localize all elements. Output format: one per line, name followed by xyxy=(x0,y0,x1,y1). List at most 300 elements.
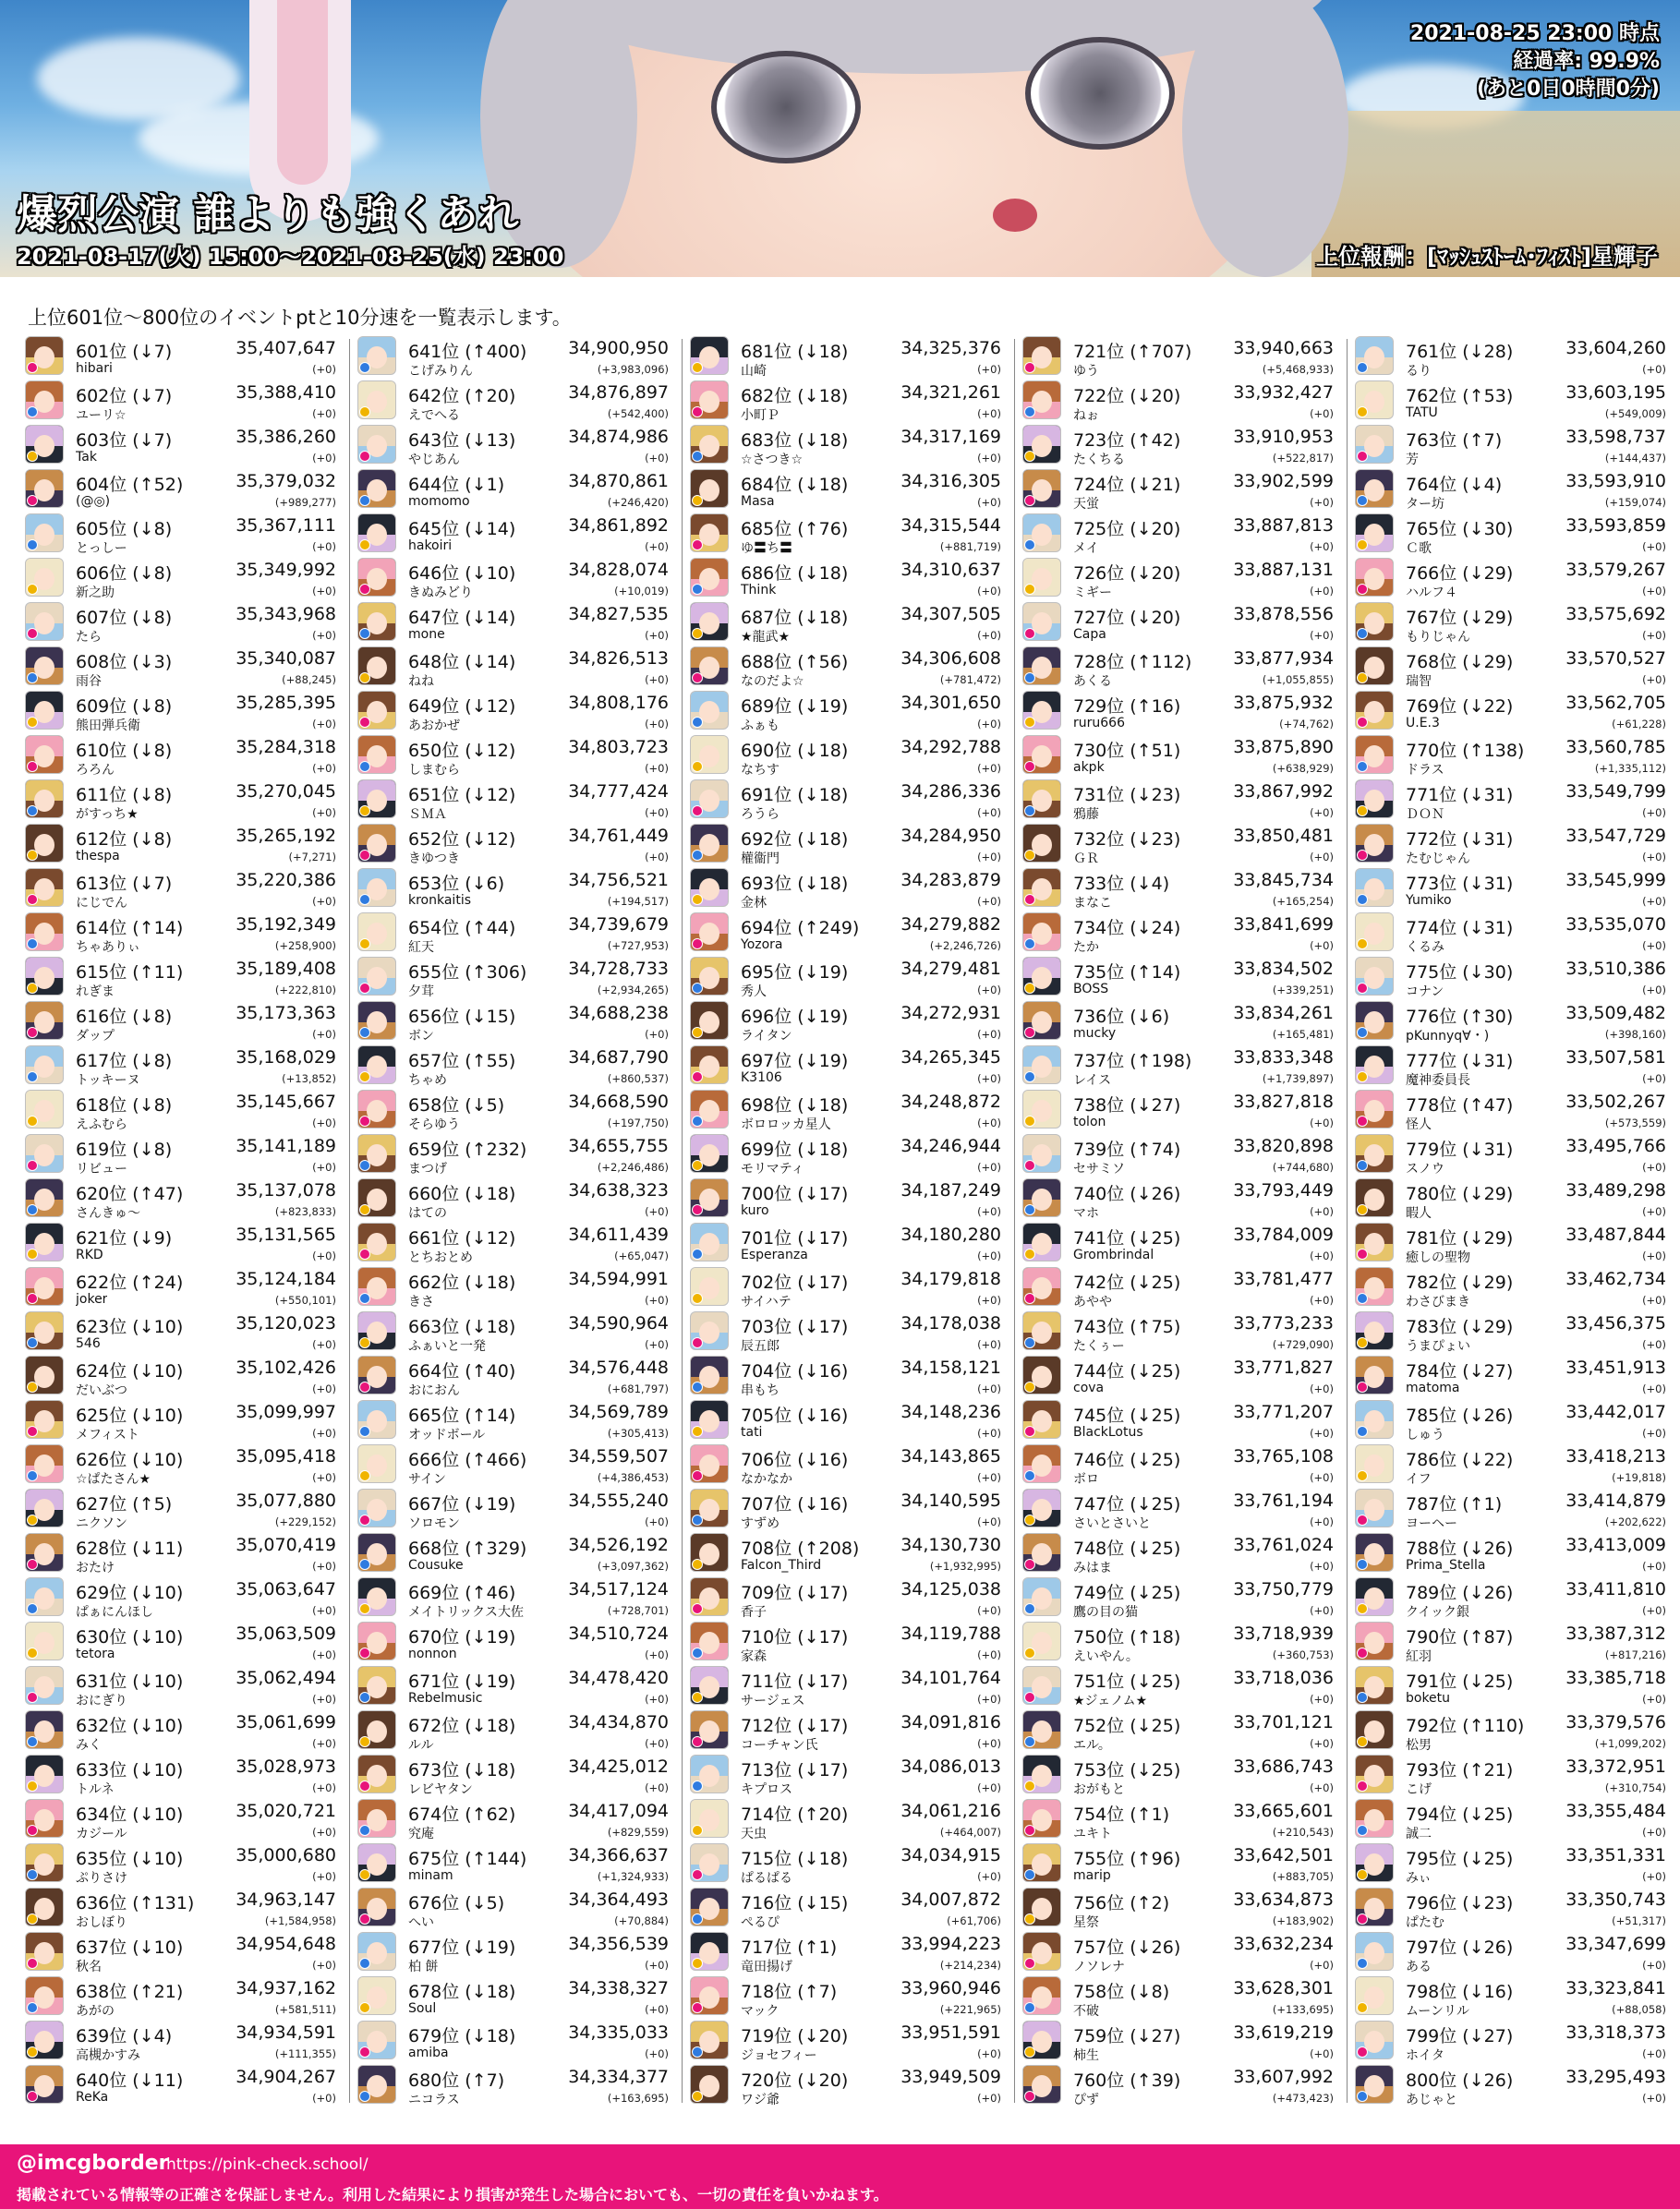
ranking-entry xyxy=(689,513,1007,557)
ranking-entry xyxy=(24,867,342,911)
ten-minute-speed: (+0) xyxy=(645,2047,669,2060)
event-points: 35,063,647 xyxy=(236,1579,336,1599)
producer-name: 鷹の目の猫 xyxy=(1073,1605,1138,1620)
producer-name: ボロ xyxy=(1073,1472,1099,1487)
ten-minute-speed: (+339,251) xyxy=(1272,984,1334,996)
ranking-entry xyxy=(1354,1709,1672,1754)
producer-name: ダップ xyxy=(76,1029,115,1044)
rank-label: 730位 (↑51) xyxy=(1073,741,1181,761)
event-title: 爆烈公演 誰よりも強くあれ xyxy=(17,191,519,238)
producer-name: トッキーヌ xyxy=(76,1073,140,1088)
rank-label: 707位 (↓16) xyxy=(741,1494,849,1515)
rank-label: 639位 (↓4) xyxy=(76,2026,173,2046)
ten-minute-speed: (+522,817) xyxy=(1272,452,1334,465)
rank-label: 677位 (↓19) xyxy=(408,1937,516,1958)
producer-name: ろうら xyxy=(741,807,780,822)
producer-name: ハルフ４ xyxy=(1406,585,1457,600)
ten-minute-speed: (+229,152) xyxy=(274,1515,336,1528)
ten-minute-speed: (+0) xyxy=(1642,851,1666,863)
ten-minute-speed: (+165,481) xyxy=(1272,1028,1334,1041)
producer-name: 暇人 xyxy=(1406,1206,1432,1221)
producer-avatar xyxy=(26,1357,63,1394)
producer-name: もりじゃん xyxy=(1406,630,1470,645)
event-points: 34,611,439 xyxy=(568,1225,669,1245)
ranking-entry xyxy=(689,1931,1007,1975)
event-points: 33,949,509 xyxy=(900,2067,1001,2087)
ranking-entry xyxy=(1021,1399,1339,1443)
producer-avatar xyxy=(1356,1002,1393,1039)
producer-avatar xyxy=(1023,913,1060,950)
producer-avatar xyxy=(1023,1578,1060,1615)
event-points: 33,413,009 xyxy=(1565,1535,1666,1555)
event-points: 33,510,386 xyxy=(1565,959,1666,979)
rank-label: 793位 (↑21) xyxy=(1406,1760,1514,1780)
ranking-entry xyxy=(1354,867,1672,911)
producer-avatar xyxy=(1023,1312,1060,1349)
event-points: 34,279,481 xyxy=(900,959,1001,979)
rank-label: 753位 (↓25) xyxy=(1073,1760,1181,1780)
rank-label: 786位 (↓22) xyxy=(1406,1450,1514,1470)
ten-minute-speed: (+0) xyxy=(312,2092,336,2105)
ranking-entry xyxy=(357,1222,674,1266)
event-period: 2021-08-17(火) 15:00～2021-08-25(水) 23:00 xyxy=(17,244,564,270)
ranking-entry xyxy=(1021,1709,1339,1754)
ranking-entry xyxy=(357,956,674,1000)
producer-name: BlackLotus xyxy=(1073,1425,1143,1440)
ten-minute-speed: (+0) xyxy=(645,806,669,819)
producer-name: 癒しの聖物 xyxy=(1406,1250,1470,1265)
producer-avatar xyxy=(26,1268,63,1305)
ranking-entry xyxy=(689,1621,1007,1665)
producer-name: U.E.3 xyxy=(1406,716,1440,730)
rank-label: 673位 (↓18) xyxy=(408,1760,516,1780)
twitter-handle-link[interactable]: @imcgborder xyxy=(17,2152,169,2175)
producer-avatar xyxy=(26,1844,63,1881)
ranking-entry xyxy=(357,690,674,734)
event-points: 35,145,667 xyxy=(236,1092,336,1112)
ten-minute-speed: (+0) xyxy=(1642,1427,1666,1440)
ranking-entry xyxy=(689,2020,1007,2064)
ten-minute-speed: (+0) xyxy=(1310,1427,1334,1440)
rank-label: 627位 (↑5) xyxy=(76,1494,173,1515)
event-points: 33,867,992 xyxy=(1233,781,1334,802)
ranking-entry xyxy=(1021,911,1339,956)
producer-avatar xyxy=(358,1401,395,1438)
rank-label: 770位 (↑138) xyxy=(1406,741,1525,761)
ranking-entry xyxy=(689,1000,1007,1044)
rank-label: 775位 (↓30) xyxy=(1406,962,1514,983)
event-points: 33,877,934 xyxy=(1233,648,1334,669)
ten-minute-speed: (+0) xyxy=(1310,1693,1334,1706)
rank-label: 727位 (↓20) xyxy=(1073,608,1181,628)
rank-label: 766位 (↓29) xyxy=(1406,563,1514,584)
ten-minute-speed: (+0) xyxy=(977,2092,1001,2105)
event-points: 34,148,236 xyxy=(900,1402,1001,1422)
ranking-entry xyxy=(24,1399,342,1443)
event-points: 33,784,009 xyxy=(1233,1225,1334,1245)
event-points: 35,349,992 xyxy=(236,560,336,580)
ten-minute-speed: (+0) xyxy=(312,1382,336,1395)
rank-label: 732位 (↓23) xyxy=(1073,829,1181,850)
event-points: 34,310,637 xyxy=(900,560,1001,580)
ten-minute-speed: (+0) xyxy=(1642,585,1666,598)
rank-label: 605位 (↓8) xyxy=(76,519,173,539)
producer-avatar xyxy=(1356,1667,1393,1704)
rank-label: 684位 (↓18) xyxy=(741,475,849,495)
producer-name: サイン xyxy=(408,1472,447,1487)
ten-minute-speed: (+744,680) xyxy=(1272,1161,1334,1174)
ranking-entry xyxy=(1021,1532,1339,1576)
event-points: 34,338,327 xyxy=(568,1978,669,1998)
producer-avatar xyxy=(1356,470,1393,507)
producer-avatar xyxy=(691,1179,728,1216)
producer-avatar xyxy=(1356,736,1393,773)
rank-label: 643位 (↓13) xyxy=(408,430,516,451)
ranking-entry xyxy=(357,468,674,513)
ten-minute-speed: (+0) xyxy=(1642,939,1666,952)
ranking-entry xyxy=(357,1089,674,1133)
producer-name: コナン xyxy=(1406,984,1444,999)
producer-name: しまむら xyxy=(408,763,460,778)
producer-avatar xyxy=(691,1534,728,1571)
producer-avatar xyxy=(26,337,63,374)
rank-label: 624位 (↓10) xyxy=(76,1361,184,1382)
ranking-entry xyxy=(24,1709,342,1754)
rank-label: 634位 (↓10) xyxy=(76,1805,184,1825)
producer-name: ＤＯＮ xyxy=(1406,807,1444,822)
producer-avatar xyxy=(1023,1401,1060,1438)
ten-minute-speed: (+0) xyxy=(977,895,1001,908)
ranking-entry xyxy=(689,1443,1007,1488)
event-points: 33,379,576 xyxy=(1565,1712,1666,1732)
rank-label: 733位 (↓4) xyxy=(1073,874,1170,894)
ranking-entry xyxy=(1021,1842,1339,1887)
producer-avatar xyxy=(1023,825,1060,862)
producer-name: とっしー xyxy=(76,541,127,556)
ten-minute-speed: (+88,245) xyxy=(282,673,336,686)
ten-minute-speed: (+0) xyxy=(312,806,336,819)
rank-label: 698位 (↓18) xyxy=(741,1095,849,1116)
rank-label: 616位 (↓8) xyxy=(76,1007,173,1027)
ranking-entry xyxy=(357,1975,674,2020)
ten-minute-speed: (+1,055,855) xyxy=(1262,673,1334,686)
ten-minute-speed: (+0) xyxy=(1642,1959,1666,1972)
footer xyxy=(0,2144,1680,2209)
rank-label: 799位 (↓27) xyxy=(1406,2026,1514,2046)
event-points: 35,077,880 xyxy=(236,1491,336,1511)
event-points: 33,750,779 xyxy=(1233,1579,1334,1599)
ten-minute-speed: (+0) xyxy=(312,1249,336,1262)
event-points: 33,875,890 xyxy=(1233,737,1334,757)
producer-avatar xyxy=(691,470,728,507)
rank-label: 762位 (↑53) xyxy=(1406,386,1514,406)
producer-name: joker xyxy=(76,1292,108,1307)
producer-name: K3106 xyxy=(741,1070,782,1085)
event-points: 34,317,169 xyxy=(900,427,1001,447)
rank-label: 609位 (↓8) xyxy=(76,696,173,717)
ten-minute-speed: (+550,101) xyxy=(274,1294,336,1307)
ten-minute-speed: (+0) xyxy=(1642,2092,1666,2105)
ranking-entry xyxy=(689,1310,1007,1355)
producer-avatar xyxy=(691,1445,728,1482)
ranking-entry xyxy=(357,1355,674,1399)
ten-minute-speed: (+0) xyxy=(312,1161,336,1174)
ten-minute-speed: (+0) xyxy=(312,1826,336,1839)
producer-avatar xyxy=(26,1091,63,1128)
ten-minute-speed: (+0) xyxy=(1642,1870,1666,1883)
producer-name: ムーンリル xyxy=(1406,2004,1470,2019)
producer-name: サージェス xyxy=(741,1694,805,1708)
rank-label: 620位 (↑47) xyxy=(76,1184,184,1204)
producer-avatar xyxy=(1356,1046,1393,1083)
producer-avatar xyxy=(1023,1268,1060,1305)
rank-label: 714位 (↑20) xyxy=(741,1805,849,1825)
producer-avatar xyxy=(358,736,395,773)
ten-minute-speed: (+0) xyxy=(1310,585,1334,598)
ranking-entry xyxy=(357,380,674,424)
event-points: 34,756,521 xyxy=(568,870,669,890)
rank-label: 652位 (↓12) xyxy=(408,829,516,850)
ten-minute-speed: (+829,559) xyxy=(607,1826,669,1839)
ranking-entry xyxy=(1354,1576,1672,1621)
ten-minute-speed: (+0) xyxy=(977,851,1001,863)
producer-avatar xyxy=(1023,1667,1060,1704)
ten-minute-speed: (+0) xyxy=(1310,939,1334,952)
event-points: 34,178,038 xyxy=(900,1313,1001,1334)
producer-name: 新之助 xyxy=(76,585,115,600)
ranking-entry xyxy=(1354,1621,1672,1665)
rank-label: 630位 (↓10) xyxy=(76,1627,184,1648)
ranking-entry xyxy=(689,1754,1007,1798)
event-points: 34,777,424 xyxy=(568,781,669,802)
ten-minute-speed: (+0) xyxy=(977,1781,1001,1794)
rank-label: 731位 (↓23) xyxy=(1073,785,1181,805)
producer-name: tolon xyxy=(1073,1115,1106,1129)
rank-label: 619位 (↓8) xyxy=(76,1140,173,1160)
ranking-entry xyxy=(689,1044,1007,1089)
event-points: 34,417,094 xyxy=(568,1801,669,1821)
producer-avatar xyxy=(358,869,395,906)
event-points: 35,095,418 xyxy=(236,1446,336,1467)
producer-avatar xyxy=(691,1623,728,1660)
rank-label: 685位 (↑76) xyxy=(741,519,849,539)
rank-label: 641位 (↑400) xyxy=(408,342,527,362)
ranking-entry xyxy=(1354,1887,1672,1931)
ranking-entry xyxy=(689,1887,1007,1931)
event-points: 34,826,513 xyxy=(568,648,669,669)
producer-name: わさびまき xyxy=(1406,1295,1470,1310)
ten-minute-speed: (+2,934,265) xyxy=(597,984,669,996)
event-points: 34,187,249 xyxy=(900,1180,1001,1201)
producer-name: るり xyxy=(1406,364,1432,379)
rank-label: 723位 (↑42) xyxy=(1073,430,1181,451)
producer-avatar xyxy=(1023,1224,1060,1261)
producer-name: さんきゅ～ xyxy=(76,1206,140,1221)
rank-label: 734位 (↓24) xyxy=(1073,918,1181,938)
ten-minute-speed: (+197,750) xyxy=(607,1117,669,1129)
event-points: 34,061,216 xyxy=(900,1801,1001,1821)
event-points: 33,489,298 xyxy=(1565,1180,1666,1201)
ten-minute-speed: (+210,543) xyxy=(1272,1826,1334,1839)
producer-name: ホイタ xyxy=(1406,2048,1444,2063)
event-points: 33,841,699 xyxy=(1233,914,1334,935)
rank-label: 610位 (↓8) xyxy=(76,741,173,761)
producer-name: セサミソ xyxy=(1073,1162,1125,1177)
rank-label: 654位 (↑44) xyxy=(408,918,516,938)
ranking-entry xyxy=(689,601,1007,646)
ranking-entry xyxy=(1354,690,1672,734)
ranking-entry xyxy=(24,1488,342,1532)
producer-name: ☆さつき☆ xyxy=(741,453,804,467)
event-points: 34,434,870 xyxy=(568,1712,669,1732)
producer-name: ライタン xyxy=(741,1029,792,1044)
producer-avatar xyxy=(1023,647,1060,684)
ranking-entry xyxy=(1021,734,1339,779)
ten-minute-speed: (+0) xyxy=(645,1205,669,1218)
event-points: 33,771,207 xyxy=(1233,1402,1334,1422)
ranking-entry xyxy=(1354,424,1672,468)
producer-avatar xyxy=(26,1046,63,1083)
producer-name: Yumiko xyxy=(1406,893,1452,908)
ten-minute-speed: (+1,324,933) xyxy=(597,1870,669,1883)
event-points: 33,560,785 xyxy=(1565,737,1666,757)
ranking-entry xyxy=(24,1532,342,1576)
ranking-entry xyxy=(357,1842,674,1887)
rank-label: 789位 (↓26) xyxy=(1406,1583,1514,1603)
event-points: 35,340,087 xyxy=(236,648,336,669)
producer-avatar xyxy=(1356,1578,1393,1615)
ranking-entry xyxy=(357,1443,674,1488)
ranking-entry xyxy=(24,2064,342,2108)
producer-name: ＳＭＡ xyxy=(408,807,447,822)
ten-minute-speed: (+473,423) xyxy=(1272,2092,1334,2105)
producer-avatar xyxy=(1023,1091,1060,1128)
event-points: 34,937,162 xyxy=(236,1978,336,1998)
producer-name: 松男 xyxy=(1406,1738,1432,1753)
rank-label: 607位 (↓8) xyxy=(76,608,173,628)
ten-minute-speed: (+0) xyxy=(645,1028,669,1041)
ten-minute-speed: (+549,009) xyxy=(1604,407,1666,420)
producer-name: おしぼり xyxy=(76,1915,127,1930)
ranking-entry xyxy=(689,1709,1007,1754)
ten-minute-speed: (+0) xyxy=(1310,629,1334,642)
event-points: 34,510,724 xyxy=(568,1624,669,1644)
rank-label: 665位 (↑14) xyxy=(408,1406,516,1426)
event-points: 34,306,608 xyxy=(900,648,1001,669)
ten-minute-speed: (+0) xyxy=(312,718,336,730)
ten-minute-speed: (+0) xyxy=(312,363,336,376)
rank-label: 629位 (↓10) xyxy=(76,1583,184,1603)
event-points: 33,820,898 xyxy=(1233,1136,1334,1156)
producer-name: momomo xyxy=(408,494,470,509)
remaining-time: (あと0日0時間0分) xyxy=(1476,78,1660,101)
ten-minute-speed: (+0) xyxy=(312,1028,336,1041)
producer-name: おにぎり xyxy=(76,1694,127,1708)
rank-label: 708位 (↑208) xyxy=(741,1539,860,1559)
ranking-entry xyxy=(1354,1089,1672,1133)
event-points: 33,387,312 xyxy=(1565,1624,1666,1644)
site-url-link[interactable]: https://pink-check.school/ xyxy=(166,2155,369,2174)
producer-name: 究庵 xyxy=(408,1827,434,1841)
rank-label: 672位 (↓18) xyxy=(408,1716,516,1736)
ranking-entry xyxy=(24,2020,342,2064)
rank-label: 613位 (↓7) xyxy=(76,874,173,894)
producer-name: kuro xyxy=(741,1203,769,1218)
producer-avatar xyxy=(358,337,395,374)
ten-minute-speed: (+0) xyxy=(977,1072,1001,1085)
rank-label: 784位 (↓27) xyxy=(1406,1361,1514,1382)
event-points: 34,321,261 xyxy=(900,382,1001,403)
ten-minute-speed: (+0) xyxy=(1310,1781,1334,1794)
producer-name: 柿生 xyxy=(1073,2048,1099,2063)
ranking-entry xyxy=(1354,1842,1672,1887)
event-points: 34,803,723 xyxy=(568,737,669,757)
rank-label: 642位 (↑20) xyxy=(408,386,516,406)
producer-avatar xyxy=(26,1135,63,1172)
producer-name: ニコラス xyxy=(408,2093,460,2107)
rank-label: 649位 (↓12) xyxy=(408,696,516,717)
rank-label: 636位 (↑131) xyxy=(76,1893,195,1913)
producer-avatar xyxy=(691,1889,728,1925)
producer-name: ふぁいと一発 xyxy=(408,1339,486,1354)
ranking-entry xyxy=(1021,1177,1339,1222)
producer-name: たか xyxy=(1073,940,1099,955)
producer-avatar xyxy=(1356,1800,1393,1837)
producer-avatar xyxy=(358,692,395,729)
producer-name: ドラス xyxy=(1406,763,1444,778)
event-points: 33,718,036 xyxy=(1233,1668,1334,1688)
rank-label: 695位 (↓19) xyxy=(741,962,849,983)
producer-avatar xyxy=(358,647,395,684)
producer-name: おがもと xyxy=(1073,1782,1125,1797)
rank-label: 640位 (↓11) xyxy=(76,2070,184,2091)
rank-label: 678位 (↓18) xyxy=(408,1982,516,2002)
ten-minute-speed: (+0) xyxy=(977,629,1001,642)
ten-minute-speed: (+0) xyxy=(1310,1959,1334,1972)
rank-label: 700位 (↓17) xyxy=(741,1184,849,1204)
ten-minute-speed: (+2,246,486) xyxy=(597,1161,669,1174)
ranking-entry xyxy=(1354,1133,1672,1177)
event-points: 33,456,375 xyxy=(1565,1313,1666,1334)
producer-name: うまぴょい xyxy=(1406,1339,1470,1354)
ranking-entry xyxy=(1354,1975,1672,2020)
rank-label: 737位 (↑198) xyxy=(1073,1051,1192,1071)
rank-label: 690位 (↓18) xyxy=(741,741,849,761)
producer-avatar xyxy=(1356,1312,1393,1349)
producer-name: thespa xyxy=(76,849,120,863)
ranking-entry xyxy=(24,1621,342,1665)
event-status xyxy=(1410,20,1660,103)
rank-label: 788位 (↓26) xyxy=(1406,1539,1514,1559)
event-points: 33,593,859 xyxy=(1565,515,1666,536)
ten-minute-speed: (+65,047) xyxy=(614,1249,669,1262)
ranking-entry xyxy=(1021,380,1339,424)
ranking-entry xyxy=(1021,557,1339,601)
producer-name: RKD xyxy=(76,1248,103,1262)
producer-avatar xyxy=(26,1933,63,1970)
ranking-entry xyxy=(1354,468,1672,513)
event-points: 33,781,477 xyxy=(1233,1269,1334,1289)
producer-name: ぴず xyxy=(1073,2093,1099,2107)
event-points: 34,101,764 xyxy=(900,1668,1001,1688)
producer-name: Falcon_Third xyxy=(741,1558,822,1573)
ranking-entry xyxy=(1354,823,1672,867)
producer-name: Ｃ歌 xyxy=(1406,541,1432,556)
ten-minute-speed: (+163,695) xyxy=(607,2092,669,2105)
producer-avatar xyxy=(26,1179,63,1216)
ranking-entry xyxy=(689,1133,1007,1177)
rank-label: 752位 (↓25) xyxy=(1073,1716,1181,1736)
